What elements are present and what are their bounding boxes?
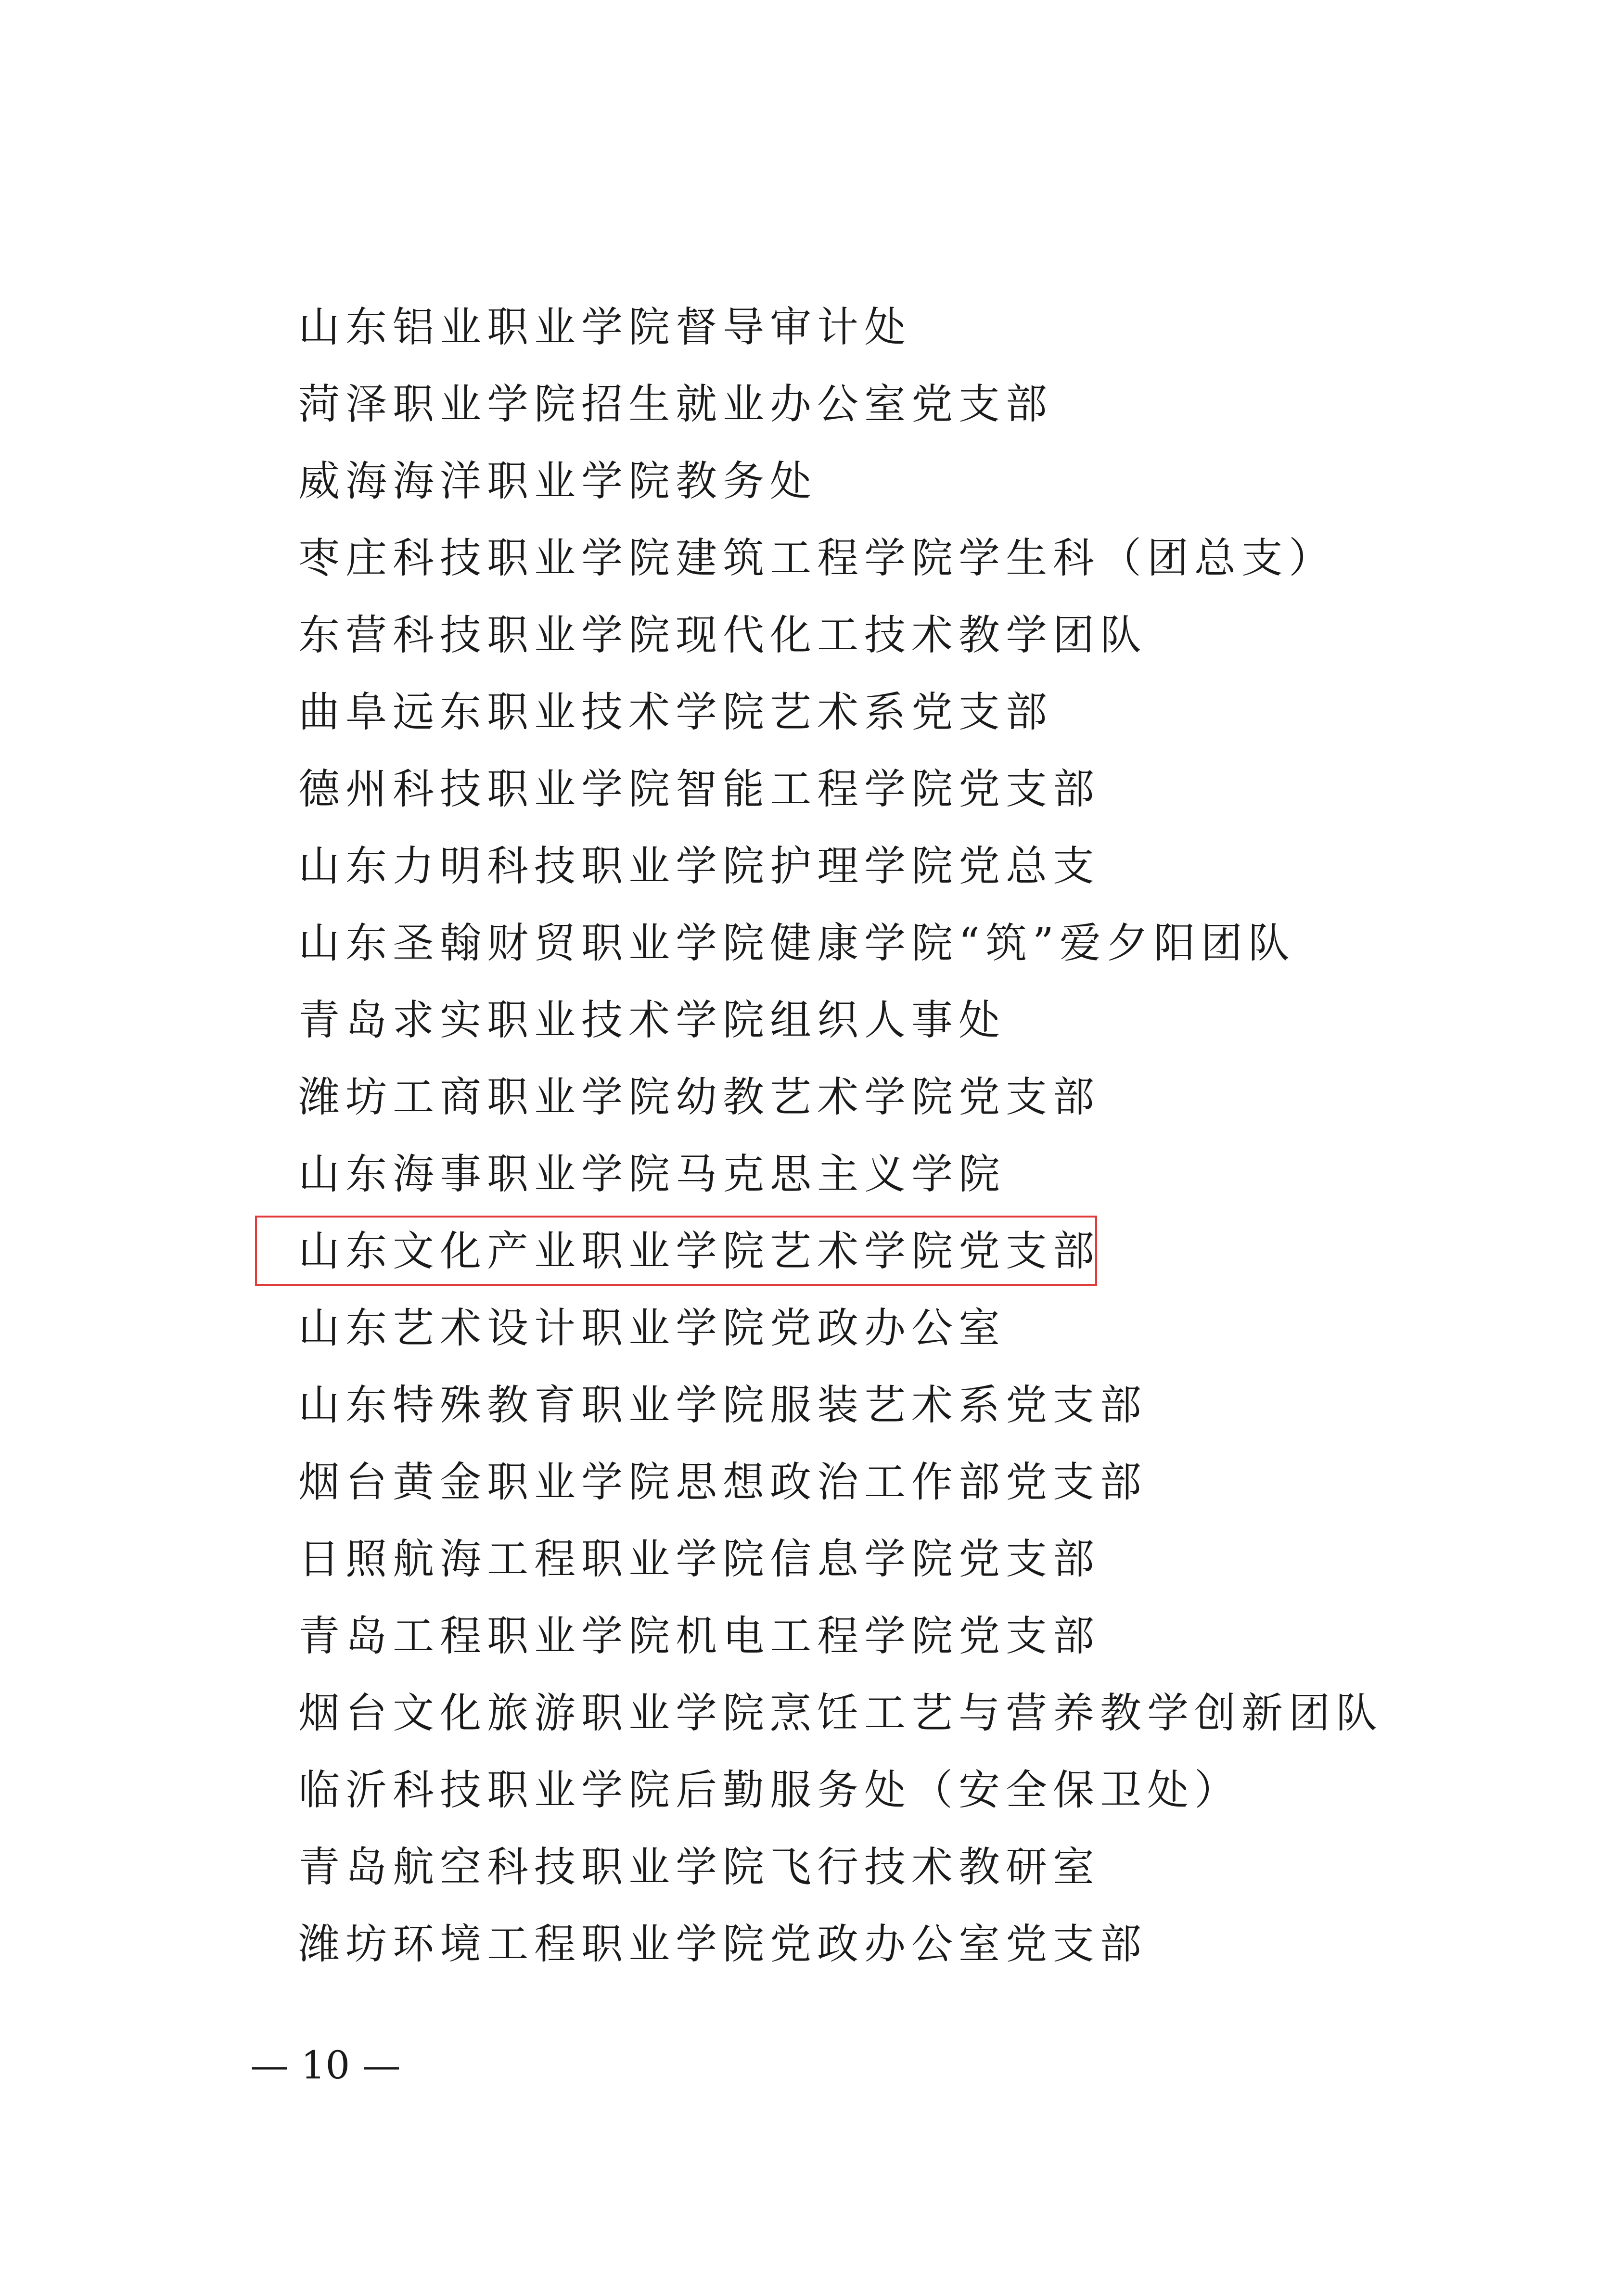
list-item: 青岛求实职业技术学院组织人事处 [298,996,1006,1044]
list-item: 日照航海工程职业学院信息学院党支部 [298,1535,1100,1583]
list-item: 青岛工程职业学院机电工程学院党支部 [298,1612,1100,1660]
list-item: 山东特殊教育职业学院服装艺术系党支部 [298,1381,1147,1429]
unit-list [298,289,1383,1983]
list-item: 临沂科技职业学院后勤服务处（安全保卫处） [298,1766,1241,1814]
list-item: 山东铝业职业学院督导审计处 [298,303,911,351]
list-item: 潍坊工商职业学院幼教艺术学院党支部 [298,1073,1100,1121]
list-item: 枣庄科技职业学院建筑工程学院学生科（团总支） [298,534,1336,582]
list-item: 山东圣翰财贸职业学院健康学院“筑”爱夕阳团队 [298,919,1295,967]
list-item: 曲阜远东职业技术学院艺术系党支部 [298,688,1053,736]
list-item: 山东艺术设计职业学院党政办公室 [298,1304,1006,1352]
list-item: 德州科技职业学院智能工程学院党支部 [298,765,1100,813]
list-item: 烟台黄金职业学院思想政治工作部党支部 [298,1458,1147,1506]
list-item: 威海海洋职业学院教务处 [298,457,817,505]
list-item: 东营科技职业学院现代化工技术教学团队 [298,611,1147,659]
list-item: 山东海事职业学院马克思主义学院 [298,1150,1006,1198]
list-item: 青岛航空科技职业学院飞行技术教研室 [298,1843,1100,1891]
highlighted-list-item: 山东文化产业职业学院艺术学院党支部 [298,1213,1383,1290]
list-item: 烟台文化旅游职业学院烹饪工艺与营养教学创新团队 [298,1689,1383,1737]
list-item: 山东力明科技职业学院护理学院党总支 [298,842,1100,890]
list-item: 菏泽职业学院招生就业办公室党支部 [298,380,1053,428]
list-item: 潍坊环境工程职业学院党政办公室党支部 [298,1920,1147,1968]
page-number: — 10 — [250,2043,401,2088]
